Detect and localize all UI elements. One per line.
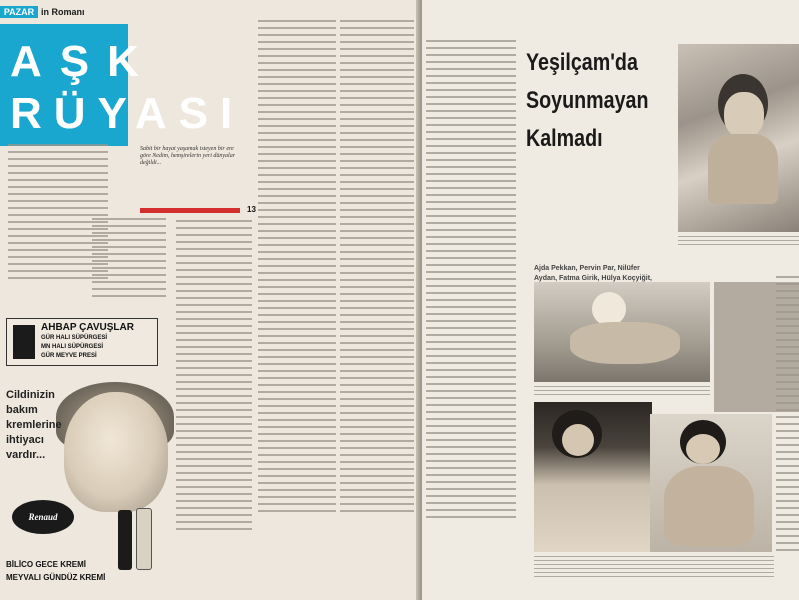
page-number: 13 (247, 205, 256, 214)
cream-bottle-icon (118, 510, 132, 570)
photo-caption-2 (534, 386, 710, 398)
ad-line-2: MN HALI SÜPÜRGESİ (41, 344, 104, 350)
ad-line-3: GÜR MEYVE PRESİ (41, 353, 97, 359)
ad-line-1: GÜR HALI SÜPÜRGESİ (41, 335, 108, 341)
ad-product-2: MEYVALI GÜNDÜZ KREMİ (6, 573, 106, 582)
right-column-2 (776, 276, 799, 596)
ad-product-1: BİLİCO GECE KREMİ (6, 560, 87, 569)
body-column-2 (92, 218, 166, 318)
right-column-1 (426, 40, 516, 595)
brand-logo: Renaud (12, 500, 74, 534)
body-column-4 (258, 20, 336, 595)
photo-lying (534, 402, 652, 552)
article-title: Yeşilçam'da Soyunmayan Kalmadı (526, 49, 649, 152)
photo-reclining (534, 282, 710, 382)
section-suffix: in Romanı (41, 7, 85, 17)
red-rule (140, 208, 240, 213)
body-column-3 (176, 220, 252, 595)
photo-caption-3 (534, 556, 774, 580)
ad-heading: Cildinizin bakım kremlerine ihtiyacı vardır... (6, 389, 62, 461)
body-column-5 (340, 20, 414, 595)
cream-bottle-icon (136, 508, 152, 570)
intro-text: Sabit bir hayat yaşamak isteyen bir ere göre Nedim, hemşirelerin yeri dünyalar değildi... (140, 146, 236, 166)
title-line-2: RÜYASI (10, 89, 245, 138)
photo-collage (678, 44, 799, 232)
ad-vacuum-cleaner (6, 318, 158, 366)
ad-cosmetics (6, 382, 166, 600)
article-byline: Ajda Pekkan, Pervin Par, Nilüfer Aydan, Fatma Girik, Hülya Koçyiğit, (534, 265, 652, 282)
model-portrait (64, 392, 168, 512)
ad-brand: AHBAP ÇAVUŞLAR (41, 322, 134, 333)
title-line-1: AŞK (10, 37, 157, 86)
photo-caption-1 (678, 236, 799, 248)
right-page (422, 0, 799, 600)
brand-logo-icon (13, 325, 35, 359)
section-tag: PAZAR (0, 6, 38, 18)
photo-seated (650, 414, 772, 552)
